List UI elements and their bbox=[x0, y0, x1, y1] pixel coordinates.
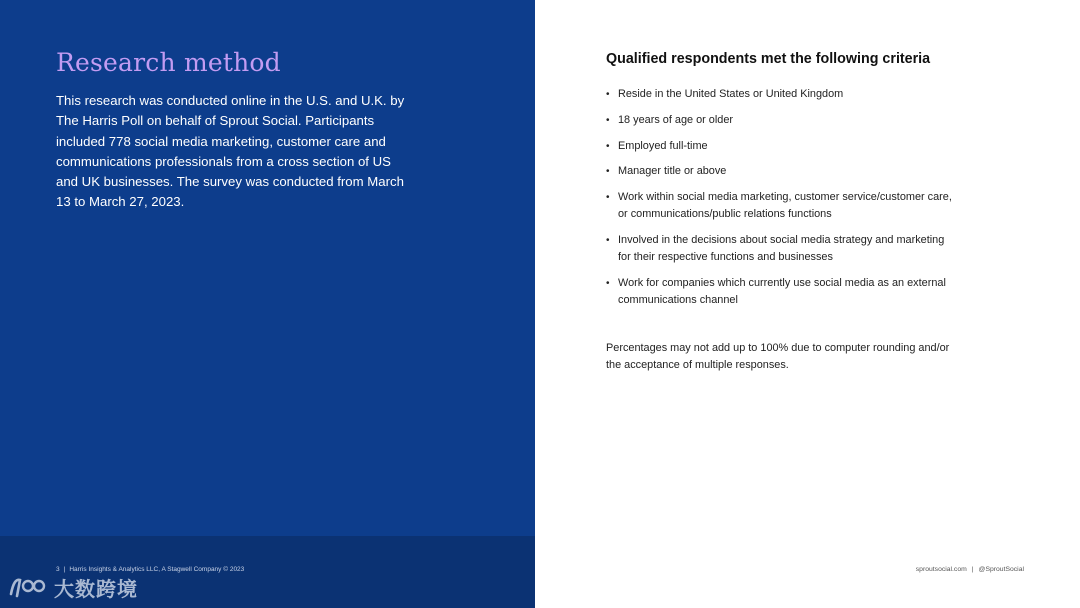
watermark bbox=[8, 573, 138, 601]
page-title: Research method bbox=[56, 48, 281, 77]
criteria-item bbox=[606, 138, 956, 155]
bullet-icon: • bbox=[606, 235, 610, 247]
criteria-item bbox=[606, 112, 956, 129]
criteria-heading: Qualified respondents met the following criteria bbox=[606, 51, 931, 67]
criteria-text: Manager title or above bbox=[618, 165, 727, 178]
bullet-icon: • bbox=[606, 278, 610, 290]
watermark-text: 大数跨境 bbox=[54, 576, 138, 601]
criteria-text: Work within social media marketing, customer service/customer care, or communications/public relations functions bbox=[618, 191, 952, 221]
social-handle-link[interactable]: @SproutSocial bbox=[978, 566, 1024, 573]
criteria-text: Work for companies which currently use social media as an external communications channel bbox=[618, 277, 946, 307]
rounding-note: Percentages may not add up to 100% due to computer rounding and/or the acceptance of multiple responses. bbox=[606, 342, 950, 372]
criteria-text: 18 years of age or older bbox=[618, 113, 734, 126]
copyright-text: Harris Insights & Analytics LLC, A Stagwell Company © 2023 bbox=[69, 566, 245, 573]
website-link[interactable]: sproutsocial.com bbox=[915, 566, 967, 573]
bullet-icon: • bbox=[606, 89, 610, 100]
watermark-logo-icon bbox=[8, 574, 48, 600]
footer-right bbox=[916, 566, 1024, 573]
criteria-item bbox=[606, 189, 956, 223]
criteria-item bbox=[606, 275, 956, 309]
bullet-icon: • bbox=[606, 192, 610, 204]
criteria-text: Reside in the United States or United Kingdom bbox=[618, 88, 844, 100]
criteria-item bbox=[606, 163, 956, 180]
bullet-icon: • bbox=[606, 114, 610, 126]
bullet-icon: • bbox=[606, 166, 610, 178]
bullet-icon: • bbox=[606, 140, 610, 152]
criteria-list bbox=[606, 86, 956, 318]
criteria-text: Employed full-time bbox=[618, 139, 708, 152]
criteria-item bbox=[606, 86, 956, 103]
footer-separator: | bbox=[971, 566, 974, 573]
criteria-item bbox=[606, 232, 956, 266]
criteria-text: Involved in the decisions about social media strategy and marketing for their respective functions and businesses bbox=[618, 234, 945, 264]
research-method-description: This research was conducted online in the U.S. and U.K. by The Harris Poll on behalf of Sprout Social. Participants included 778 social media marketing, customer care and communications professionals from a cross section of US and UK businesses. The survey was conducted from March 13 to March 27, 2023. bbox=[56, 93, 405, 210]
page-number: 3 bbox=[56, 566, 60, 573]
footer-separator: | bbox=[63, 566, 66, 573]
